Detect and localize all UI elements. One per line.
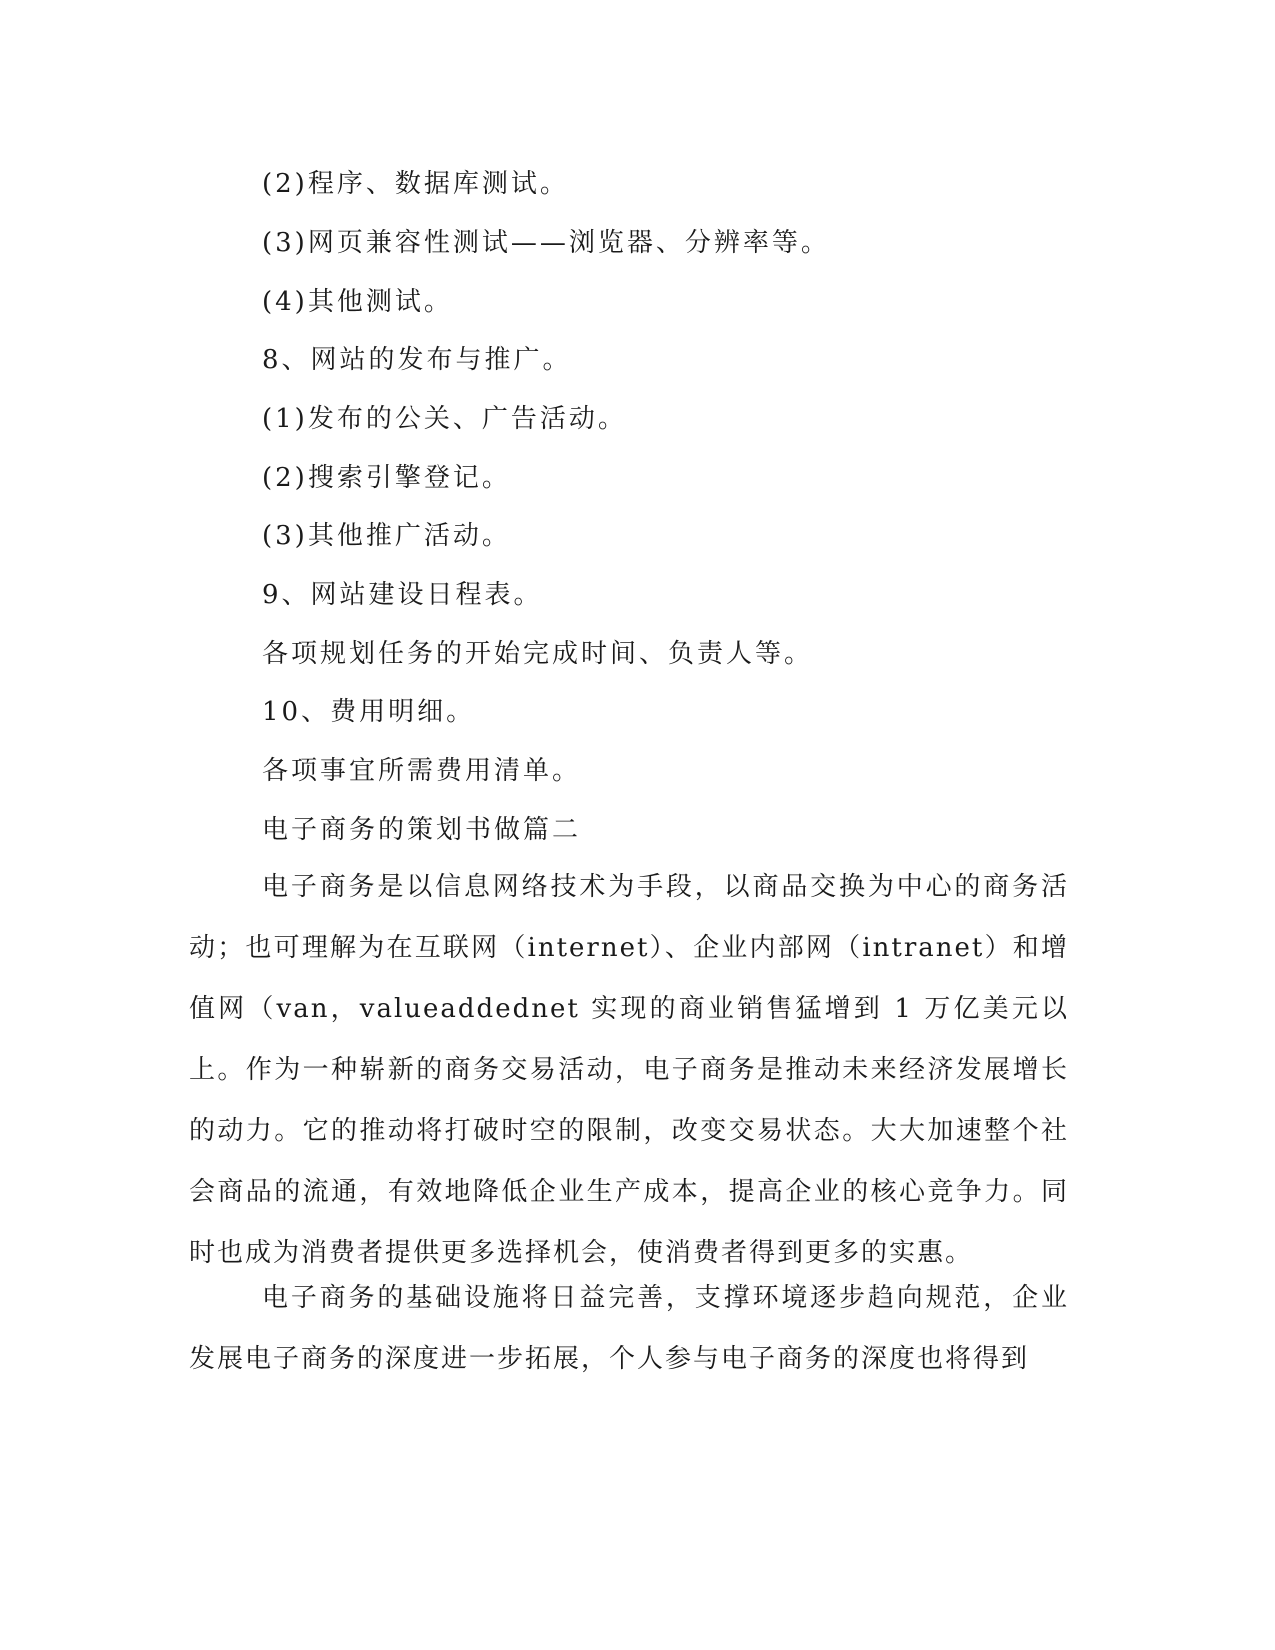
section-heading-costs: 10、费用明细。 [262,697,476,727]
list-item-other-promotion: (3)其他推广活动。 [262,521,511,551]
costs-description: 各项事宜所需费用清单。 [262,756,582,786]
article-title: 电子商务的策划书做篇二 [262,815,582,845]
list-item-pr-ads: (1)发布的公关、广告活动。 [262,404,627,434]
section-heading-publish-promote: 8、网站的发布与推广。 [262,345,572,375]
list-item-search-engine: (2)搜索引擎登记。 [262,463,511,493]
schedule-description: 各项规划任务的开始完成时间、负责人等。 [262,639,814,669]
list-item-program-database-test: (2)程序、数据库测试。 [262,169,569,199]
section-heading-schedule: 9、网站建设日程表。 [262,580,543,610]
body-paragraph: 电子商务的基础设施将日益完善，支撑环境逐步趋向规范，企业发展电子商务的深度进一步拓展，个人参与电子商务的深度也将得到 [189,1283,1069,1374]
body-paragraph: 电子商务是以信息网络技术为手段，以商品交换为中心的商务活动；也可理解为在互联网（internet）、企业内部网（intranet）和增值网（van，valueaddednet 实现的商业销售猛增到 1 万亿美元以上。作为一种崭新的商务交易活动，电子商务是推动未来经济发展增长的动力。它的推动将打破时空的限制，改变交易状态。大大加速整个社会商品的流通，有效地降低企业生产成本，提高企业的核心竞争力。同时也成为消费者提供更多选择机会，使消费者得到更多的实惠。 [189,872,1069,1268]
list-item-compatibility-test: (3)网页兼容性测试——浏览器、分辨率等。 [262,228,830,258]
list-item-other-tests: (4)其他测试。 [262,287,453,317]
